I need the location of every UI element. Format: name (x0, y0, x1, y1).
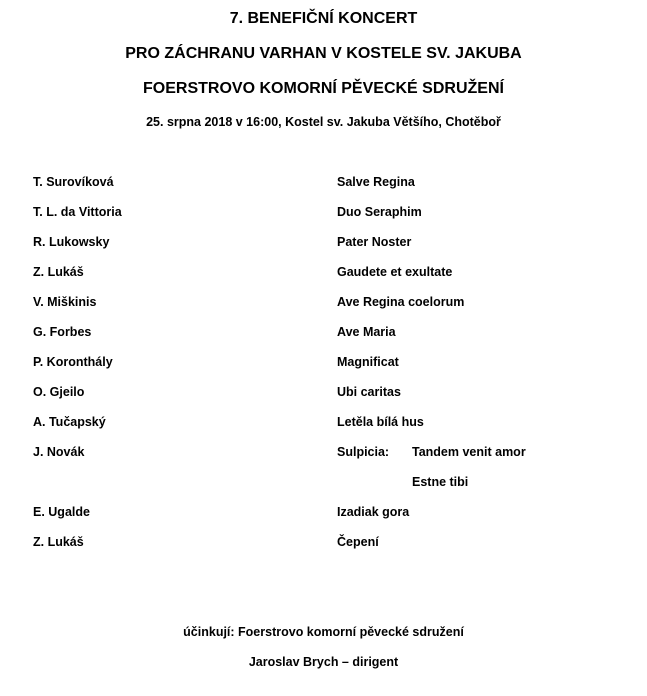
piece-title: Salve Regina (337, 175, 415, 189)
program-row (0, 325, 647, 345)
piece-title: Ave Maria (337, 325, 396, 339)
program-row (0, 265, 647, 285)
concert-date-venue: 25. srpna 2018 v 16:00, Kostel sv. Jakuba Většího, Chotěboř (146, 115, 501, 129)
program-row (0, 385, 647, 405)
piece-title: Magnificat (337, 355, 399, 369)
composer-name: Z. Lukáš (33, 265, 84, 279)
subpiece-title: Tandem venit amor (412, 445, 526, 459)
concert-purpose: PRO ZÁCHRANU VARHAN V KOSTELE SV. JAKUBA (125, 45, 522, 62)
program-row (0, 355, 647, 375)
composer-name: T. L. da Vittoria (33, 205, 122, 219)
composer-name: E. Ugalde (33, 505, 90, 519)
piece-title: Ubi caritas (337, 385, 401, 399)
composer-name: J. Novák (33, 445, 85, 459)
conductor-line: Jaroslav Brych – dirigent (248, 655, 399, 669)
program-row (0, 235, 647, 255)
subpiece-title: Estne tibi (412, 475, 469, 489)
piece-title: Duo Seraphim (337, 205, 422, 219)
program-row (0, 205, 647, 225)
composer-name: G. Forbes (33, 325, 92, 339)
composer-name: A. Tučapský (33, 415, 106, 429)
ensemble-name: FOERSTROVO KOMORNÍ PĚVECKÉ SDRUŽENÍ (143, 80, 504, 97)
composer-name: P. Koronthály (33, 355, 113, 369)
program-row (0, 505, 647, 525)
composer-name: Z. Lukáš (33, 535, 84, 549)
program-row (0, 445, 647, 465)
program-row (0, 535, 647, 555)
composer-name: O. Gjeilo (33, 385, 85, 399)
piece-title: Gaudete et exultate (337, 265, 453, 279)
program-row (0, 295, 647, 315)
composer-name: T. Surovíková (33, 175, 114, 189)
program-row (0, 415, 647, 435)
composer-name: R. Lukowsky (33, 235, 110, 249)
performers-line: účinkují: Foerstrovo komorní pěvecké sdružení (183, 625, 464, 639)
program-row (0, 475, 647, 495)
piece-title: Pater Noster (337, 235, 412, 249)
piece-title: Čepení (337, 535, 379, 549)
concert-title: 7. BENEFIČNÍ KONCERT (229, 10, 418, 27)
piece-title: Ave Regina coelorum (337, 295, 465, 309)
program-row (0, 175, 647, 195)
piece-title: Sulpicia: (337, 445, 390, 459)
piece-title: Izadiak gora (337, 505, 410, 519)
composer-name: V. Miškinis (33, 295, 97, 309)
piece-title: Letěla bílá hus (337, 415, 424, 429)
